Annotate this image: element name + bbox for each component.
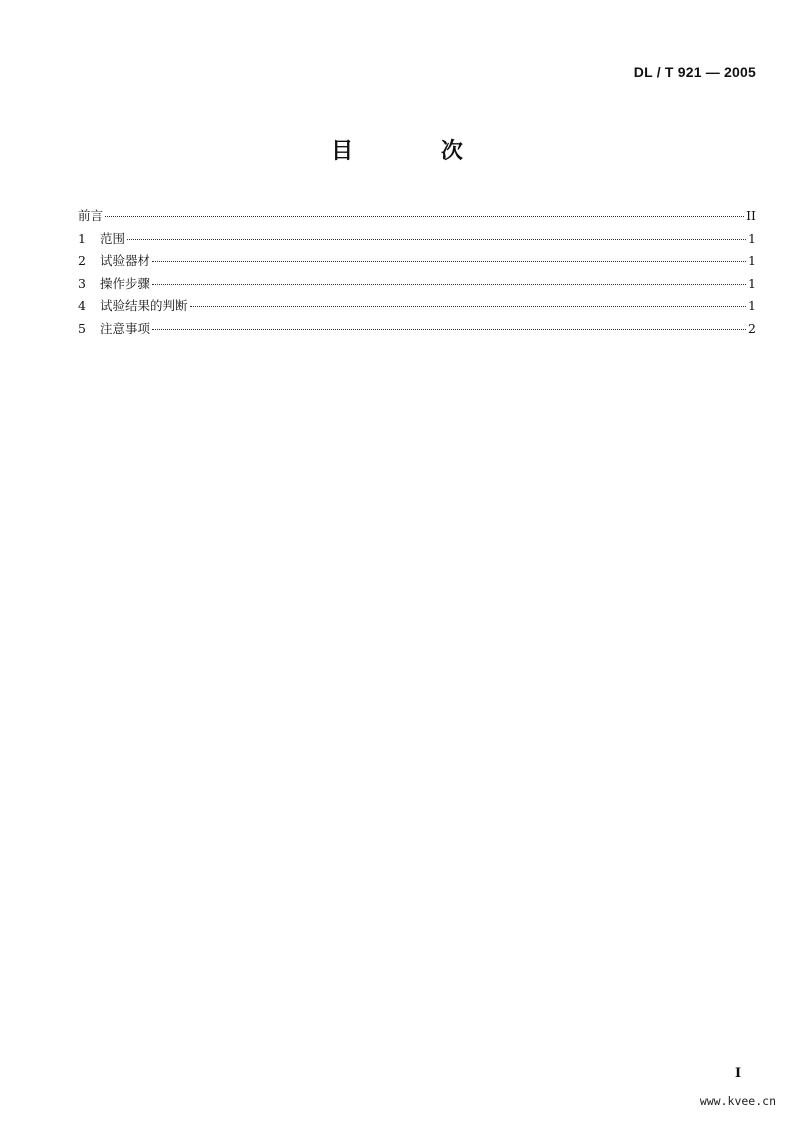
toc-entry-number: 3 xyxy=(78,275,86,291)
table-of-contents xyxy=(78,205,756,340)
toc-entry-page: 1 xyxy=(748,230,756,246)
toc-entry-page: 1 xyxy=(748,253,756,268)
toc-entry-page: 1 xyxy=(748,275,756,291)
page-title: 目 次 xyxy=(331,139,503,164)
toc-entry-page: 1 xyxy=(748,298,756,313)
toc-entry-label: 操作步骤 xyxy=(100,275,151,291)
toc-entry-number: 5 xyxy=(78,320,86,336)
toc-leader-dots xyxy=(152,284,746,285)
toc-entry-number: 1 xyxy=(78,230,86,246)
toc-entry-page: 2 xyxy=(748,320,756,336)
toc-entry-label: 范围 xyxy=(100,230,126,246)
toc-entry-notes[interactable] xyxy=(78,318,756,341)
toc-entry-label: 注意事项 xyxy=(100,320,151,336)
toc-entry-label: 试验器材 xyxy=(100,253,151,268)
toc-leader-dots xyxy=(105,216,744,217)
toc-leader-dots xyxy=(152,329,746,330)
toc-entry-results[interactable] xyxy=(78,295,756,318)
toc-entry-preface[interactable] xyxy=(78,205,756,228)
document-code: DL / T 921 — 2005 xyxy=(633,64,756,80)
toc-leader-dots xyxy=(152,261,746,262)
page-number: I xyxy=(735,1066,742,1081)
toc-leader-dots xyxy=(190,306,746,307)
toc-entry-equipment[interactable] xyxy=(78,250,756,273)
toc-entry-label: 试验结果的判断 xyxy=(100,298,188,313)
toc-entry-scope[interactable] xyxy=(78,228,756,251)
toc-entry-page: II xyxy=(746,208,756,223)
site-watermark: www.kvee.cn xyxy=(699,1094,776,1108)
toc-entry-label: 前言 xyxy=(78,208,104,223)
toc-entry-procedure[interactable] xyxy=(78,273,756,296)
toc-entry-number: 2 xyxy=(78,253,86,268)
toc-entry-number: 4 xyxy=(78,298,86,313)
toc-leader-dots xyxy=(127,239,746,240)
